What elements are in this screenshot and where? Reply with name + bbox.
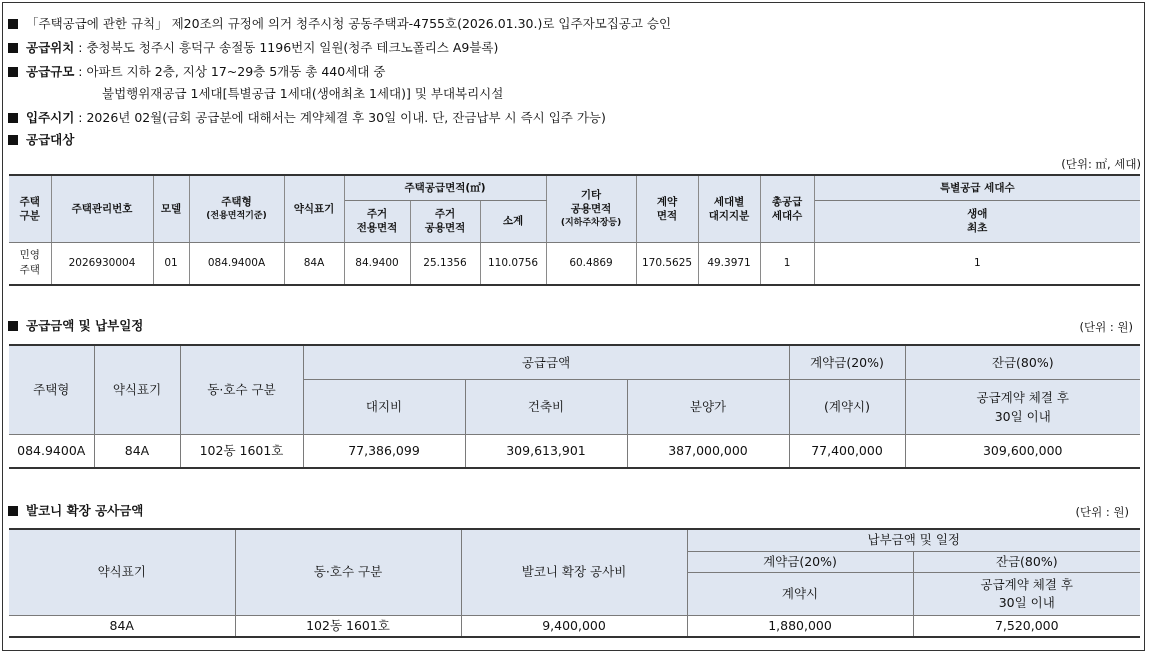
- col-balance-when: 공급계약 체결 후 30일 이내: [913, 572, 1140, 615]
- col-subtotal: 소계: [480, 200, 546, 242]
- col-abbr: 약식표기: [9, 529, 235, 615]
- balcony-section-title: 발코니 확장 공사금액: [26, 503, 144, 518]
- cell-class: 민영 주택: [9, 242, 51, 285]
- price-unit-note: (단위 : 원): [1079, 320, 1133, 334]
- cell-other-common: 60.4869: [546, 242, 636, 285]
- bullet-square-icon: [8, 321, 18, 331]
- col-payment-group: 납부금액 및 일정: [687, 529, 1140, 551]
- col-deposit: 계약금(20%): [687, 551, 913, 572]
- cell-balance: 7,520,000: [913, 615, 1140, 637]
- bullet-square-icon: [8, 19, 18, 29]
- cell-cost: 9,400,000: [461, 615, 687, 637]
- col-abbr: 약식표기: [284, 175, 344, 242]
- col-total-units: 총공급 세대수: [760, 175, 814, 242]
- col-common-area: 주거 공용면적: [410, 200, 480, 242]
- balcony-section-heading: [8, 502, 143, 520]
- bullet-square-icon: [8, 67, 18, 77]
- col-land: 대지비: [303, 379, 465, 434]
- cell-total-units: 1: [760, 242, 814, 285]
- table-row: [9, 615, 1140, 637]
- scale-label: 공급규모: [26, 64, 75, 79]
- col-deposit-when: (계약시): [789, 379, 905, 434]
- cell-building: 309,613,901: [465, 434, 627, 468]
- location-line: [8, 39, 498, 57]
- table-row: [9, 434, 1140, 468]
- bullet-square-icon: [8, 113, 18, 123]
- price-table: [9, 344, 1140, 469]
- col-unit-no: 동·호수 구분: [235, 529, 461, 615]
- bullet-square-icon: [8, 135, 18, 145]
- cell-deposit: 77,400,000: [789, 434, 905, 468]
- cell-mgmt-no: 2026930004: [51, 242, 153, 285]
- cell-unit-no: 102동 1601호: [235, 615, 461, 637]
- cell-land: 77,386,099: [303, 434, 465, 468]
- col-first-time: 생애 최초: [814, 200, 1140, 242]
- col-house-class: 주택 구분: [9, 175, 51, 242]
- cell-subtotal: 110.0756: [480, 242, 546, 285]
- table-row: [9, 242, 1140, 285]
- col-sale-price: 분양가: [627, 379, 789, 434]
- cell-balance: 309,600,000: [905, 434, 1140, 468]
- col-balance: 잔금(80%): [913, 551, 1140, 572]
- price-section-heading: [8, 317, 143, 335]
- cell-sale-price: 387,000,000: [627, 434, 789, 468]
- location-label: 공급위치: [26, 40, 75, 55]
- col-model: 모델: [153, 175, 189, 242]
- cell-excl-area: 84.9400: [344, 242, 410, 285]
- col-house-type: 주택형: [9, 345, 94, 434]
- target-line: [8, 131, 74, 149]
- col-area-group: 주택공급면적(㎡): [344, 175, 546, 200]
- col-balance-when: 공급계약 체결 후 30일 이내: [905, 379, 1140, 434]
- col-house-type: 주택형 (전용면적기준): [189, 175, 284, 242]
- col-land-share: 세대별 대지지분: [698, 175, 760, 242]
- col-other-common: 기타 공용면적 (지하주차장등): [546, 175, 636, 242]
- supply-target-table: [9, 174, 1140, 286]
- cell-contract-area: 170.5625: [636, 242, 698, 285]
- col-balance: 잔금(80%): [905, 345, 1140, 379]
- approval-line: [8, 15, 671, 33]
- movein-line: [8, 109, 606, 127]
- cell-abbr: 84A: [94, 434, 180, 468]
- col-deposit: 계약금(20%): [789, 345, 905, 379]
- cell-abbr: 84A: [9, 615, 235, 637]
- cell-house-type: 084.9400A: [189, 242, 284, 285]
- col-unit-no: 동·호수 구분: [180, 345, 303, 434]
- col-price-group: 공급금액: [303, 345, 789, 379]
- cell-abbr: 84A: [284, 242, 344, 285]
- balcony-unit-note: (단위 : 원): [1075, 505, 1129, 519]
- scale-value-2: 불법행위재공급 1세대[특별공급 1세대(생애최초 1세대)] 및 부대복리시설: [102, 86, 504, 101]
- location-value: : 충청북도 청주시 흥덕구 송절동 1196번지 일원(청주 테크노폴리스 A9블록): [74, 40, 499, 55]
- cell-unit-no: 102동 1601호: [180, 434, 303, 468]
- cell-house-type: 084.9400A: [9, 434, 94, 468]
- cell-model: 01: [153, 242, 189, 285]
- col-building: 건축비: [465, 379, 627, 434]
- col-excl-area: 주거 전용면적: [344, 200, 410, 242]
- bullet-square-icon: [8, 506, 18, 516]
- target-label: 공급대상: [26, 132, 75, 147]
- col-cost: 발코니 확장 공사비: [461, 529, 687, 615]
- scale-line: [8, 63, 385, 81]
- approval-text: 「주택공급에 관한 규칙」 제20조의 규정에 의거 청주시청 공동주택과-4755호(2026.01.30.)로 입주자모집공고 승인: [26, 16, 672, 31]
- price-section-title: 공급금액 및 납부일정: [26, 318, 144, 333]
- scale-line-2: [102, 85, 503, 103]
- scale-value: : 아파트 지하 2층, 지상 17~29층 5개동 총 440세대 중: [74, 64, 386, 79]
- movein-label: 입주시기: [26, 110, 75, 125]
- col-mgmt-no: 주택관리번호: [51, 175, 153, 242]
- balcony-table: [9, 528, 1140, 638]
- col-deposit-when: 계약시: [687, 572, 913, 615]
- movein-value: : 2026년 02월(금회 공급분에 대해서는 계약체결 후 30일 이내. 단, 잔금납부 시 즉시 입주 가능): [74, 110, 606, 125]
- supply-unit-note: (단위: ㎡, 세대): [1061, 157, 1141, 171]
- col-special-group: 특별공급 세대수: [814, 175, 1140, 200]
- bullet-square-icon: [8, 43, 18, 53]
- cell-first-time: 1: [814, 242, 1140, 285]
- col-contract-area: 계약 면적: [636, 175, 698, 242]
- cell-land-share: 49.3971: [698, 242, 760, 285]
- cell-deposit: 1,880,000: [687, 615, 913, 637]
- cell-common-area: 25.1356: [410, 242, 480, 285]
- col-abbr: 약식표기: [94, 345, 180, 434]
